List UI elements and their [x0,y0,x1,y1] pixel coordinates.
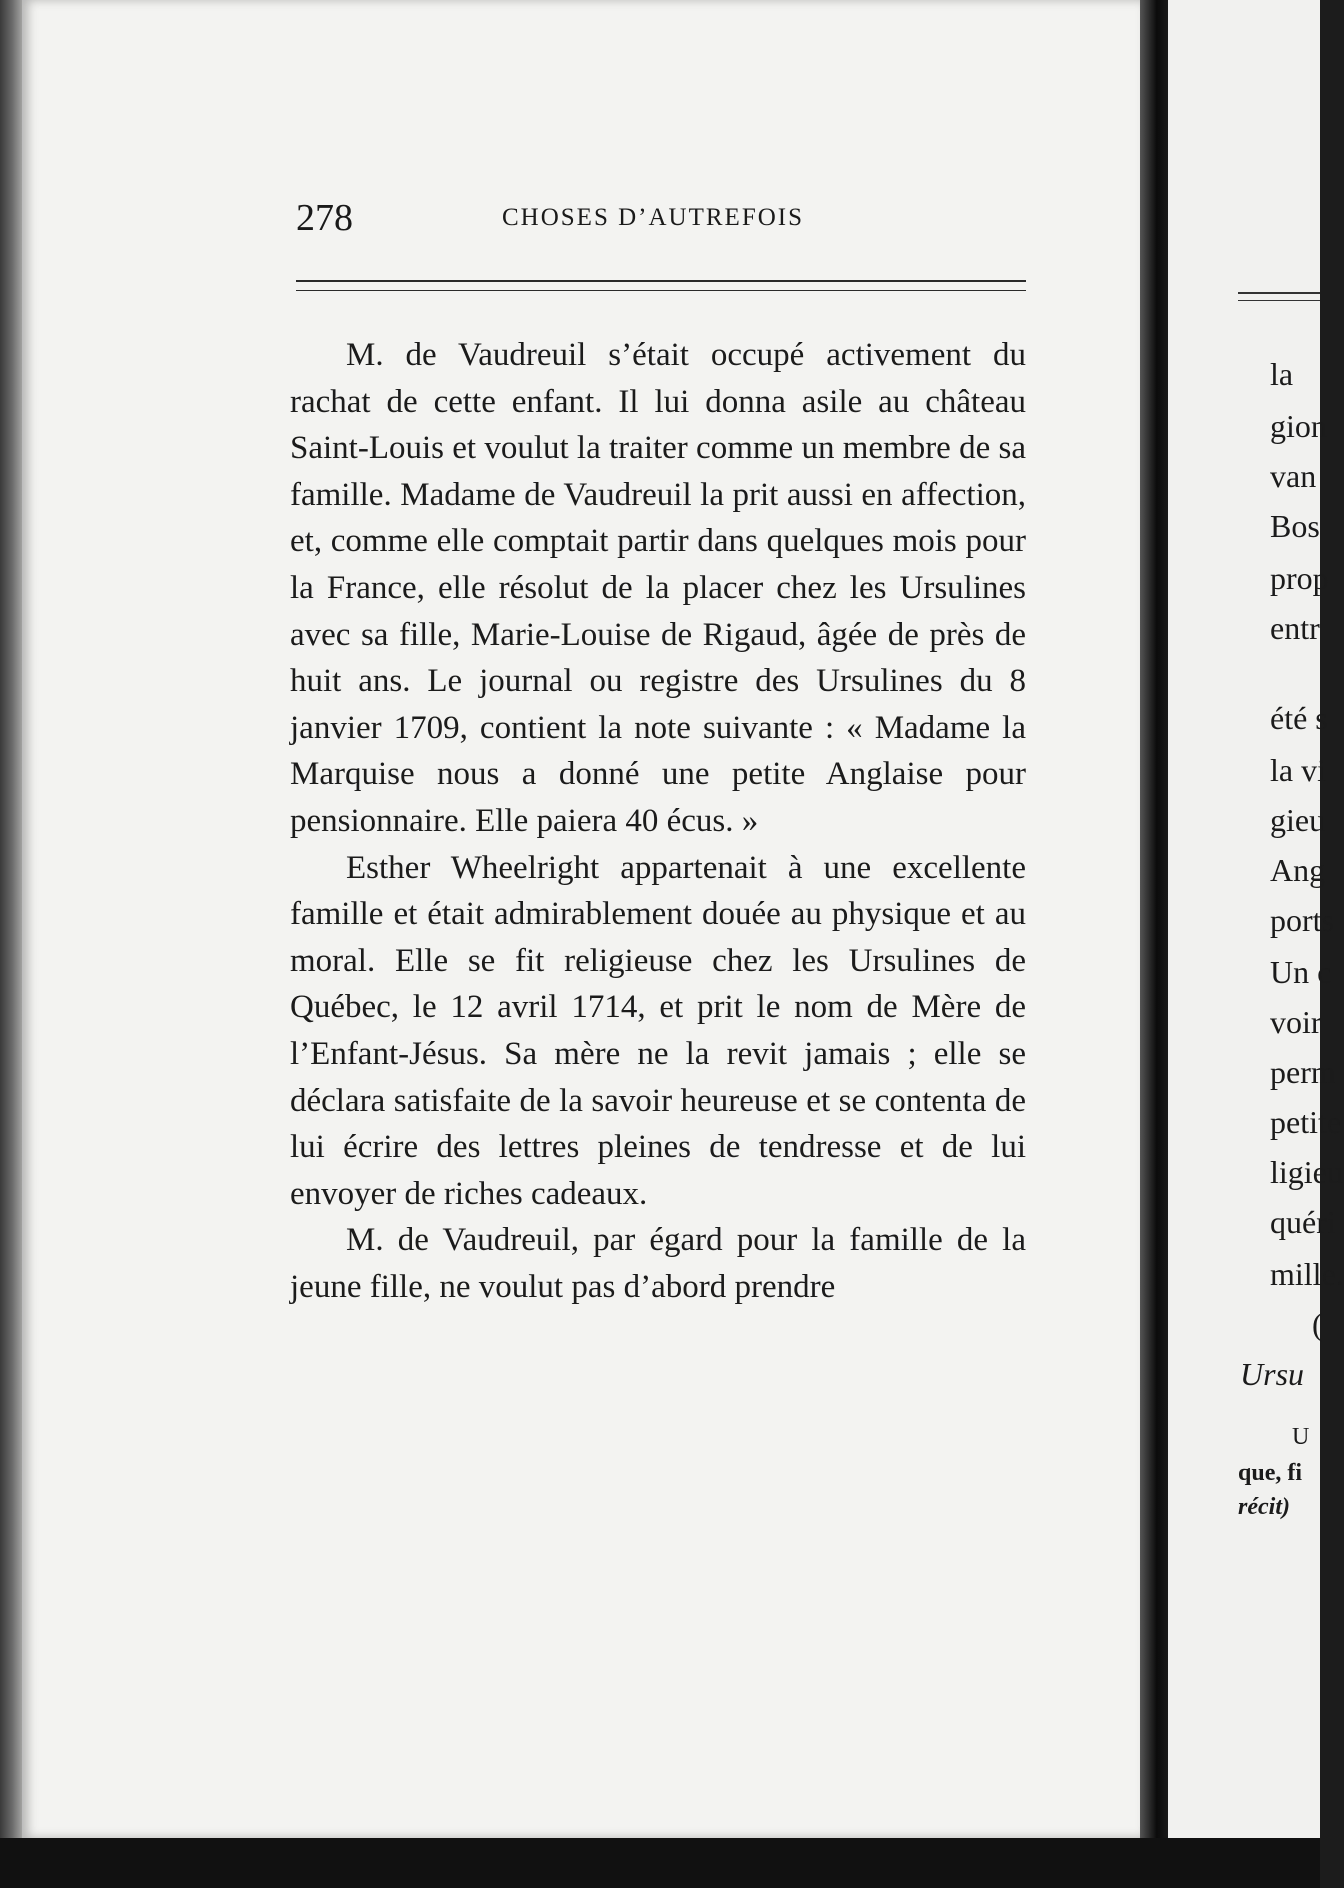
right-page-fragment: petite [1270,1104,1342,1140]
page-number: 278 [296,197,353,239]
right-page-fragment: Bos [1270,508,1320,544]
right-page-fragment: que, fi [1238,1460,1303,1486]
right-page-fragment: prop [1270,560,1329,596]
right-page-fragment: van [1270,458,1317,494]
paragraph: M. de Vaudreuil s’était occupé activement du rachat de cette enfant. Il lui donna asile au château Saint-Louis et voulut la traiter comme un membre de sa famille. Madame de Vaudreuil la prit aussi en affection, et, comme elle comptait partir dans quelques mois pour la France, elle résolut de la placer chez les Ursulines avec sa fille, Marie-Louise de Rigaud, âgée de près de huit ans. Le journal ou registre des Ursulines du 8 janvier 1709, contient la note suivante : « Madame la Marquise nous a donné une petite Anglaise pour pensionnaire. Elle paiera 40 écus. » [290,337,1026,839]
right-page-fragment: la [1270,356,1294,392]
right-page-fragment: perm [1270,1054,1336,1090]
right-page-fragment: U [1292,1424,1310,1450]
right-page-fragment: Ursu [1240,1356,1305,1392]
right-page-fragment: voir [1270,1004,1322,1040]
right-page-fragment: récit) [1238,1494,1290,1520]
right-page-fragment: gieu [1270,802,1326,838]
paragraph: Esther Wheelright appartenait à une excellente famille et était admirablement douée au physique et au moral. Elle se fit religieuse chez les Ursulines de Québec, le 12 avril 1714, et prit le nom de Mère de l’Enfant-Jésus. Sa mère ne la revit jamais ; elle se déclara satisfaite de la savoir heureuse et se contenta de lui écrire des lettres pleines de tendresse et de lui envoyer de riches cadeaux. [290,849,1026,1212]
paragraph: M. de Vaudreuil, par égard pour la famille de la jeune fille, ne voulut pas d’abord prendre [290,1222,1026,1305]
right-page-fragment: quéri [1270,1204,1336,1240]
right-page-fragment: Ang [1270,852,1326,888]
right-page-fragment: ( [1312,1306,1323,1342]
right-page-rule-thin [1238,300,1320,301]
right-page-rule [1238,292,1320,294]
header-rule [296,280,1026,282]
running-title: CHOSES D’AUTREFOIS [502,204,805,231]
book-gutter [1140,0,1168,1888]
right-page-fragment: mille. [1270,1256,1344,1292]
right-page-fragment: la vi [1270,752,1326,788]
right-page-fragment: ports [1270,902,1334,938]
page-header [296,196,1026,242]
body-text [290,332,1026,1310]
scan-border-bottom [0,1838,1320,1888]
header-rule-thin [296,290,1026,291]
right-page-fragment: ligieu [1270,1154,1343,1190]
right-page-fragment: été s [1270,700,1328,736]
right-page-fragment: entr [1270,610,1320,646]
right-page-fragment: gion [1270,408,1327,444]
right-page-fragment: Un c [1270,954,1332,990]
